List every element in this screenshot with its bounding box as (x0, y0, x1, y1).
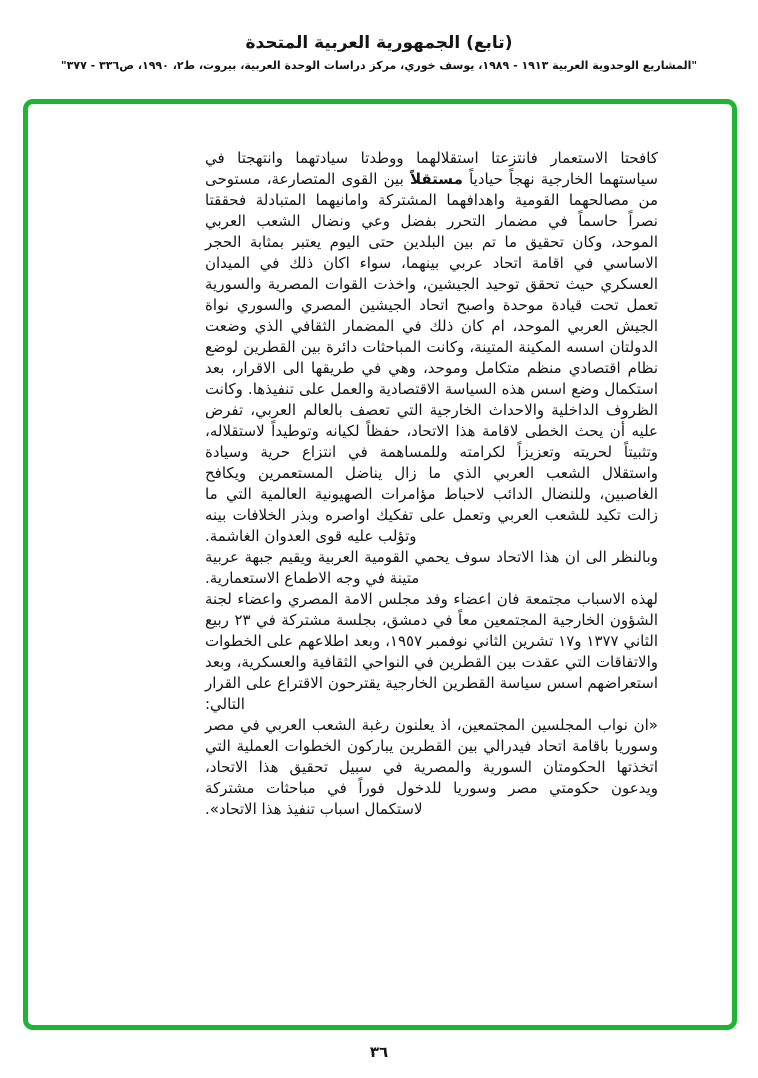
paragraph-3: لهذه الاسباب مجتمعة فان اعضاء وفد مجلس الامة المصري واعضاء لجنة الشؤون الخارجية المجتمعين معاً في دمشق، بجلسة مشتركة في ٢٣ ربيع الثاني ١٣٧٧ و١٧ تشرين الثاني نوفمبر ١٩٥٧، وبعد اطلاعهم على الخطوات والاتفاقات التي عقدت بين القطرين في النواحي الثقافية والعسكرية، وبعد استعراضهم اسس سياسة القطرين الخارجية يقترحون الاقتراع على القرار التالي: (205, 590, 659, 713)
paragraph-1-bold-word: مستقلاً (410, 170, 463, 188)
paragraph-2: وبالنظر الى ان هذا الاتحاد سوف يحمي القومية العربية ويقيم جبهة عربية متينة في وجه الاطماع الاستعمارية. (205, 548, 658, 587)
body-text-block (205, 148, 658, 820)
page-number: ٣٦ (369, 1043, 389, 1061)
paragraph-1-text-start: كافحتا الاستعمار فانتزعتا استقلالهما ووطدتا سيادتهما وانتهجتا في سياستهما الخارجية نهجاً حيادياً (205, 149, 658, 188)
source-citation: "المشاريع الوحدوية العربية ١٩١٣ - ١٩٨٩، يوسف خوري، مركز دراسات الوحدة العربية، بيروت، ط٢، ١٩٩٠، ص٣٣٦ - ٣٧٧" (60, 59, 698, 72)
paragraph-1-text-end: بين القوى المتصارعة، مستوحى من مصالحهما القومية واهدافهما المشتركة وامانيهما المتبادلة فحققتا نصراً حاسماً في مضمار التحرر بفضل وعي ونضال الشعب العربي الموحد، وكان تحقيق ما تم بين البلدين حتى اليوم يعتبر بمثابة الحجر الاساسي في اقامة اتحاد عربي بينهما، سواء اكان ذلك في الميدان العسكري حيث تحقق توحيد الجيشين، واخذت القوات المصرية والسورية تعمل تحت قيادة موحدة واصبح اتحاد الجيشين المصري والسوري نواة الجيش العربي الموحد، ام كان ذلك في المضمار الثقافي الذي وضعت الدولتان اسسه المكينة المتينة، وكانت المباحثات دائرة بين القطرين لوضع نظام اقتصادي منظم متكامل وموحد، وهي في طريقها الى الاقرار، بعد استكمال وضع اسس هذه السياسة الاقتصادية والعمل على تنفيذها. وكانت الظروف الداخلية والاحداث الخارجية التي تعصف بالعالم العربي، تفرض عليه أن يحث الخطى لاقامة هذا الاتحاد، حفظاً لكيانه وتوطيداً لاستقلاله، وتثبيتاً لحريته وتعزيزاً لكرامته وللمساهمة في انتزاع حرية وسيادة واستقلال الشعب العربي الذي ما زال يناضل المستعمرين ويكافح الغاصبين، وللنضال الدائب لاحباط مؤامرات الصهيونية العالمية التي ما زالت تكيد للشعب العربي وتعمل على تفكيك اواصره وبذر الخلافات بينه وتؤلب عليه قوى العدوان الغاشمة. (205, 170, 658, 545)
content-border-frame (23, 99, 737, 1030)
page-footer (0, 1042, 758, 1061)
paragraph-4: «ان نواب المجلسين المجتمعين، اذ يعلنون رغبة الشعب العربي في مصر وسوريا باقامة اتحاد فيدرالي بين القطرين يباركون الخطوات العملية التي اتخذتها الحكومتان السورية والمصرية في سبيل تحقيق هذا الاتحاد، ويدعون حكومتي مصر وسوريا للدخول فوراً في مباحثات مشتركة لاستكمال اسباب تنفيذ هذا الاتحاد». (205, 716, 658, 818)
document-title: (تابع) الجمهورية العربية المتحدة (245, 33, 513, 53)
paragraph-1 (205, 148, 658, 547)
page-header (0, 0, 758, 72)
